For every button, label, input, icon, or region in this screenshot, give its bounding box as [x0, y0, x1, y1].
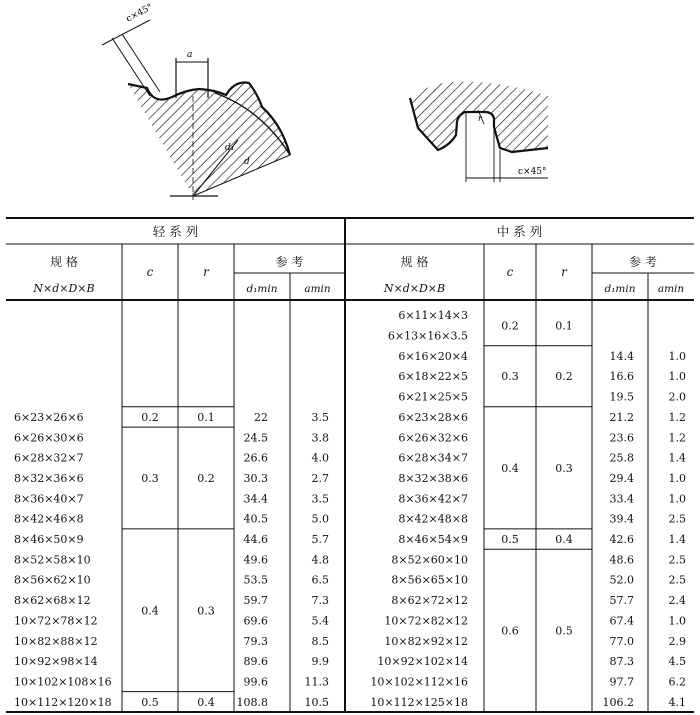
medium-a-cell: 1.0 — [668, 492, 686, 506]
light-spec-cell: 8×52×58×10 — [14, 553, 91, 567]
left-a-label: a — [187, 50, 193, 60]
medium-a-cell: 2.0 — [668, 390, 686, 404]
light-spec-cell: 6×23×26×6 — [14, 410, 84, 424]
left-d-label: d — [244, 157, 250, 167]
medium-spec-cell: 8×46×54×9 — [398, 533, 468, 547]
medium-a-cell: 1.2 — [668, 431, 686, 445]
light-a-cell: 4.8 — [311, 553, 329, 567]
medium-spec-cell: 8×32×38×6 — [398, 471, 468, 485]
light-d1-cell: 34.4 — [243, 492, 268, 506]
light-r-cell: 0.2 — [197, 471, 215, 485]
medium-d1-cell: 16.6 — [609, 370, 634, 384]
light-r-cell: 0.3 — [197, 604, 215, 618]
medium-a-cell: 1.4 — [668, 533, 686, 547]
medium-spec-cell: 6×21×25×5 — [398, 390, 468, 404]
a-header: amin — [657, 283, 685, 295]
medium-r-cell: 0.5 — [555, 624, 573, 638]
medium-d1-cell: 25.8 — [609, 451, 634, 465]
medium-a-cell: 4.5 — [668, 655, 686, 669]
light-a-cell: 6.5 — [311, 573, 329, 587]
medium-a-cell: 2.5 — [668, 553, 686, 567]
medium-spec-cell: 10×72×82×12 — [384, 614, 468, 628]
medium-spec-cell: 6×23×28×6 — [398, 410, 468, 424]
light-a-cell: 8.5 — [311, 634, 329, 648]
medium-r-cell: 0.1 — [555, 319, 573, 333]
spec-formula: N×d×D×B — [33, 282, 95, 295]
light-spec-cell: 8×36×40×7 — [14, 492, 84, 506]
light-spec-cell: 10×82×88×12 — [14, 634, 98, 648]
medium-a-cell: 1.4 — [668, 451, 686, 465]
light-c-cell: 0.4 — [141, 604, 159, 618]
light-spec-cell: 10×92×98×14 — [14, 655, 98, 669]
medium-d1-cell: 106.2 — [602, 695, 634, 709]
medium-d1-cell: 67.4 — [609, 614, 634, 628]
medium-c-cell: 0.6 — [501, 624, 519, 638]
medium-a-cell: 1.0 — [668, 349, 686, 363]
medium-d1-cell: 21.2 — [609, 410, 634, 424]
light-a-cell: 3.8 — [311, 431, 329, 445]
spec-formula: N×d×D×B — [383, 282, 446, 295]
light-a-cell: 7.3 — [311, 594, 329, 608]
light-a-cell: 5.4 — [311, 614, 329, 628]
light-spec-cell: 10×72×78×12 — [14, 614, 98, 628]
medium-d1-cell: 14.4 — [609, 349, 634, 363]
light-r-cell: 0.1 — [197, 410, 215, 424]
medium-a-cell: 4.1 — [668, 695, 686, 709]
medium-spec-cell: 8×52×60×10 — [391, 553, 468, 567]
medium-c-cell: 0.3 — [501, 370, 519, 384]
light-spec-cell: 8×62×68×12 — [14, 594, 91, 608]
left-profile-figure — [102, 2, 290, 200]
light-d1-cell: 49.6 — [243, 553, 268, 567]
spec-header: 规 格 — [400, 255, 429, 269]
medium-spec-cell: 6×26×32×6 — [398, 431, 468, 445]
medium-d1-cell: 42.6 — [609, 533, 634, 547]
light-a-cell: 4.0 — [311, 451, 329, 465]
spline-profile-figures — [0, 0, 700, 212]
medium-a-cell: 1.0 — [668, 370, 686, 384]
right-chamfer-label: c×45° — [518, 167, 547, 177]
medium-c-cell: 0.2 — [501, 319, 519, 333]
medium-spec-cell: 10×112×125×18 — [370, 695, 468, 709]
d1-header: d₁min — [604, 283, 636, 295]
r-header: r — [561, 265, 567, 279]
medium-d1-cell: 48.6 — [609, 553, 634, 567]
medium-d1-cell: 77.0 — [609, 634, 634, 648]
medium-a-cell: 2.5 — [668, 512, 686, 526]
light-d1-cell: 89.6 — [243, 655, 268, 669]
r-header: r — [203, 265, 209, 279]
medium-a-cell: 6.2 — [668, 675, 686, 689]
light-c-cell: 0.2 — [141, 410, 159, 424]
medium-d1-cell: 87.3 — [609, 655, 634, 669]
medium-d1-cell: 19.5 — [609, 390, 634, 404]
light-a-cell: 5.0 — [311, 512, 329, 526]
spline-dimensions-table — [0, 212, 700, 715]
medium-d1-cell: 39.4 — [609, 512, 634, 526]
a-header: amin — [304, 283, 331, 295]
medium-spec-cell: 6×11×14×3 — [398, 309, 468, 323]
medium-spec-cell: 6×16×20×4 — [398, 349, 468, 363]
light-d1-cell: 99.6 — [243, 675, 268, 689]
medium-spec-cell: 8×36×42×7 — [398, 492, 468, 506]
medium-d1-cell: 23.6 — [609, 431, 634, 445]
medium-a-cell: 2.5 — [668, 573, 686, 587]
medium-a-cell: 1.2 — [668, 410, 686, 424]
light-a-cell: 10.5 — [304, 695, 329, 709]
table-text — [14, 224, 686, 709]
medium-c-cell: 0.4 — [501, 461, 519, 475]
medium-spec-cell: 6×18×22×5 — [398, 370, 468, 384]
right-profile-figure — [410, 82, 548, 182]
light-a-cell: 5.7 — [311, 533, 329, 547]
light-spec-cell: 10×102×108×16 — [14, 675, 112, 689]
light-spec-cell: 8×42×46×8 — [14, 512, 84, 526]
light-d1-cell: 59.7 — [243, 594, 268, 608]
light-d1-cell: 69.6 — [243, 614, 268, 628]
light-d1-cell: 79.3 — [243, 634, 268, 648]
light-spec-cell: 6×28×32×7 — [14, 451, 84, 465]
medium-d1-cell: 52.0 — [609, 573, 634, 587]
medium-a-cell: 1.0 — [668, 471, 686, 485]
medium-spec-cell: 8×56×65×10 — [391, 573, 468, 587]
light-spec-cell: 8×32×36×6 — [14, 471, 84, 485]
medium-a-cell: 2.9 — [668, 634, 686, 648]
medium-spec-cell: 10×82×92×12 — [384, 634, 468, 648]
light-spec-cell: 6×26×30×6 — [14, 431, 84, 445]
left-d1-label: d₁ — [225, 143, 235, 153]
medium-a-cell: 2.4 — [668, 594, 686, 608]
light-a-cell: 3.5 — [311, 410, 329, 424]
table-grid — [6, 218, 694, 712]
medium-spec-cell: 6×13×16×3.5 — [387, 329, 468, 343]
light-spec-cell: 8×46×50×9 — [14, 533, 84, 547]
ref-header: 参 考 — [629, 255, 657, 269]
light-a-cell: 9.9 — [311, 655, 329, 669]
spec-header: 规 格 — [50, 255, 78, 269]
light-a-cell: 2.7 — [311, 471, 329, 485]
light-d1-cell: 24.5 — [243, 431, 268, 445]
left-chamfer-label: c×45° — [124, 2, 155, 25]
light-c-cell: 0.5 — [141, 695, 159, 709]
light-a-cell: 3.5 — [311, 492, 329, 506]
light-d1-cell: 108.8 — [236, 695, 268, 709]
medium-c-cell: 0.5 — [501, 533, 519, 547]
medium-spec-cell: 10×102×112×16 — [370, 675, 468, 689]
medium-spec-cell: 6×28×34×7 — [398, 451, 468, 465]
light-d1-cell: 40.5 — [243, 512, 268, 526]
medium-spec-cell: 8×62×72×12 — [391, 594, 468, 608]
light-d1-cell: 22 — [254, 410, 268, 424]
light-a-cell: 11.3 — [304, 675, 329, 689]
d1-header: d₁min — [246, 283, 278, 295]
light-c-cell: 0.3 — [141, 471, 159, 485]
medium-r-cell: 0.3 — [555, 461, 573, 475]
light-r-cell: 0.4 — [197, 695, 215, 709]
light-d1-cell: 26.6 — [243, 451, 268, 465]
light-d1-cell: 53.5 — [243, 573, 268, 587]
medium-d1-cell: 97.7 — [609, 675, 634, 689]
c-header: c — [146, 265, 154, 279]
light-d1-cell: 44.6 — [243, 533, 268, 547]
medium-spec-cell: 10×92×102×14 — [377, 655, 468, 669]
c-header: c — [506, 265, 514, 279]
light-spec-cell: 10×112×120×18 — [14, 695, 112, 709]
medium-d1-cell: 57.7 — [609, 594, 634, 608]
medium-r-cell: 0.4 — [555, 533, 573, 547]
medium-d1-cell: 29.4 — [609, 471, 634, 485]
light-d1-cell: 30.3 — [243, 471, 268, 485]
light-series-title: 轻 系 列 — [152, 224, 199, 239]
right-r-label: r — [478, 114, 482, 123]
light-spec-cell: 8×56×62×10 — [14, 573, 91, 587]
medium-spec-cell: 8×42×48×8 — [398, 512, 468, 526]
ref-header: 参 考 — [275, 255, 304, 269]
medium-a-cell: 1.0 — [668, 614, 686, 628]
medium-r-cell: 0.2 — [555, 370, 573, 384]
medium-series-title: 中 系 列 — [496, 224, 543, 239]
medium-d1-cell: 33.4 — [609, 492, 634, 506]
